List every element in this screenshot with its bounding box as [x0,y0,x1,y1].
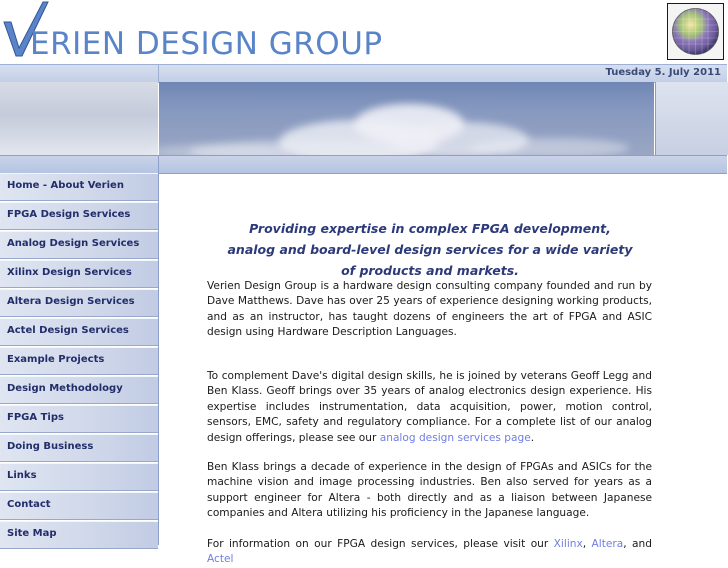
wafer-icon [667,3,724,60]
nav-label: Example Projects [7,354,105,365]
services-paragraph [207,537,652,568]
nav-analog-design-services[interactable] [0,231,158,259]
nav-design-methodology[interactable] [0,376,158,404]
site-logo[interactable] [2,0,382,64]
banner [0,82,727,155]
tagline-line: of products and markets. [341,263,519,278]
logo-text: ERIEN DESIGN GROUP [30,26,383,62]
nav-xilinx-design-services[interactable] [0,260,158,288]
paragraph-text: . [530,431,535,444]
sky-banner-image [159,82,654,155]
banner-left-panel [0,82,158,155]
altera-link[interactable]: Altera [591,538,624,550]
nav-example-projects[interactable] [0,347,158,375]
nav-home[interactable] [0,173,158,201]
xilinx-link[interactable]: Xilinx [553,538,583,550]
nav-label: FPGA Tips [7,412,64,423]
ben-klass-paragraph: Ben Klass brings a decade of experience in the design of FPGAs and ASICs for the machine vision and image processing industries. Ben also served for years as a support engineer for Altera - both directly and as a liaison between Japanese companies and Altera utilizing his proficiency in the Japanese language. [207,461,652,520]
sidebar-nav [0,173,158,545]
nav-label: Home - About Verien [7,180,124,191]
nav-label: Xilinx Design Services [7,267,132,278]
paragraph-text: , and [623,538,652,550]
main-content [160,173,727,566]
team-paragraph [207,369,652,446]
tagline-line: Providing expertise in complex FPGA development, [249,221,611,236]
nav-site-map[interactable] [0,521,158,549]
tagline-line: analog and board-level design services for a wide variety [227,242,633,257]
nav-fpga-design-services[interactable] [0,202,158,230]
paragraph-text: To complement Dave's digital design skills, he is joined by veterans Geoff Legg and Ben Klass. Geoff brings over 35 years of analog electronics design experience. His expertise includes instrumentation, data acquisition, power, motion control, sensors, EMC, safety and regulatory compliance. For a complete list of our analog design offerings, please see our [207,370,652,444]
nav-label: Doing Business [7,441,94,452]
nav-doing-business[interactable] [0,434,158,462]
nav-label: Contact [7,499,51,510]
sub-bar [0,155,727,174]
nav-label: FPGA Design Services [7,209,131,220]
nav-label: Actel Design Services [7,325,129,336]
paragraph-text: For information on our FPGA design services, please visit our [207,538,554,550]
nav-label: Design Methodology [7,383,123,394]
nav-label: Altera Design Services [7,296,135,307]
current-date: Tuesday 5. July 2011 [605,67,721,78]
banner-right-panel [655,82,728,155]
nav-fpga-tips[interactable] [0,405,158,433]
intro-paragraph: Verien Design Group is a hardware design consulting company founded and run by Dave Matthews. Dave has over 25 years of experience designing working products, and as an instructor, has taught dozens of engineers the art of FPGA and ASIC design using Hardware Description Languages. [207,280,652,339]
analog-services-link[interactable]: analog design services page [379,431,531,444]
site-header [0,0,727,64]
actel-link[interactable]: Actel [207,553,234,566]
paragraph-text: , [582,538,592,550]
nav-label: Analog Design Services [7,238,140,249]
date-bar [0,64,727,83]
nav-label: Site Map [7,528,57,539]
nav-contact[interactable] [0,492,158,520]
nav-altera-design-services[interactable] [0,289,158,317]
nav-actel-design-services[interactable] [0,318,158,346]
tagline [200,218,660,281]
sidebar-divider [158,173,159,545]
nav-links[interactable] [0,463,158,491]
nav-label: Links [7,470,37,481]
